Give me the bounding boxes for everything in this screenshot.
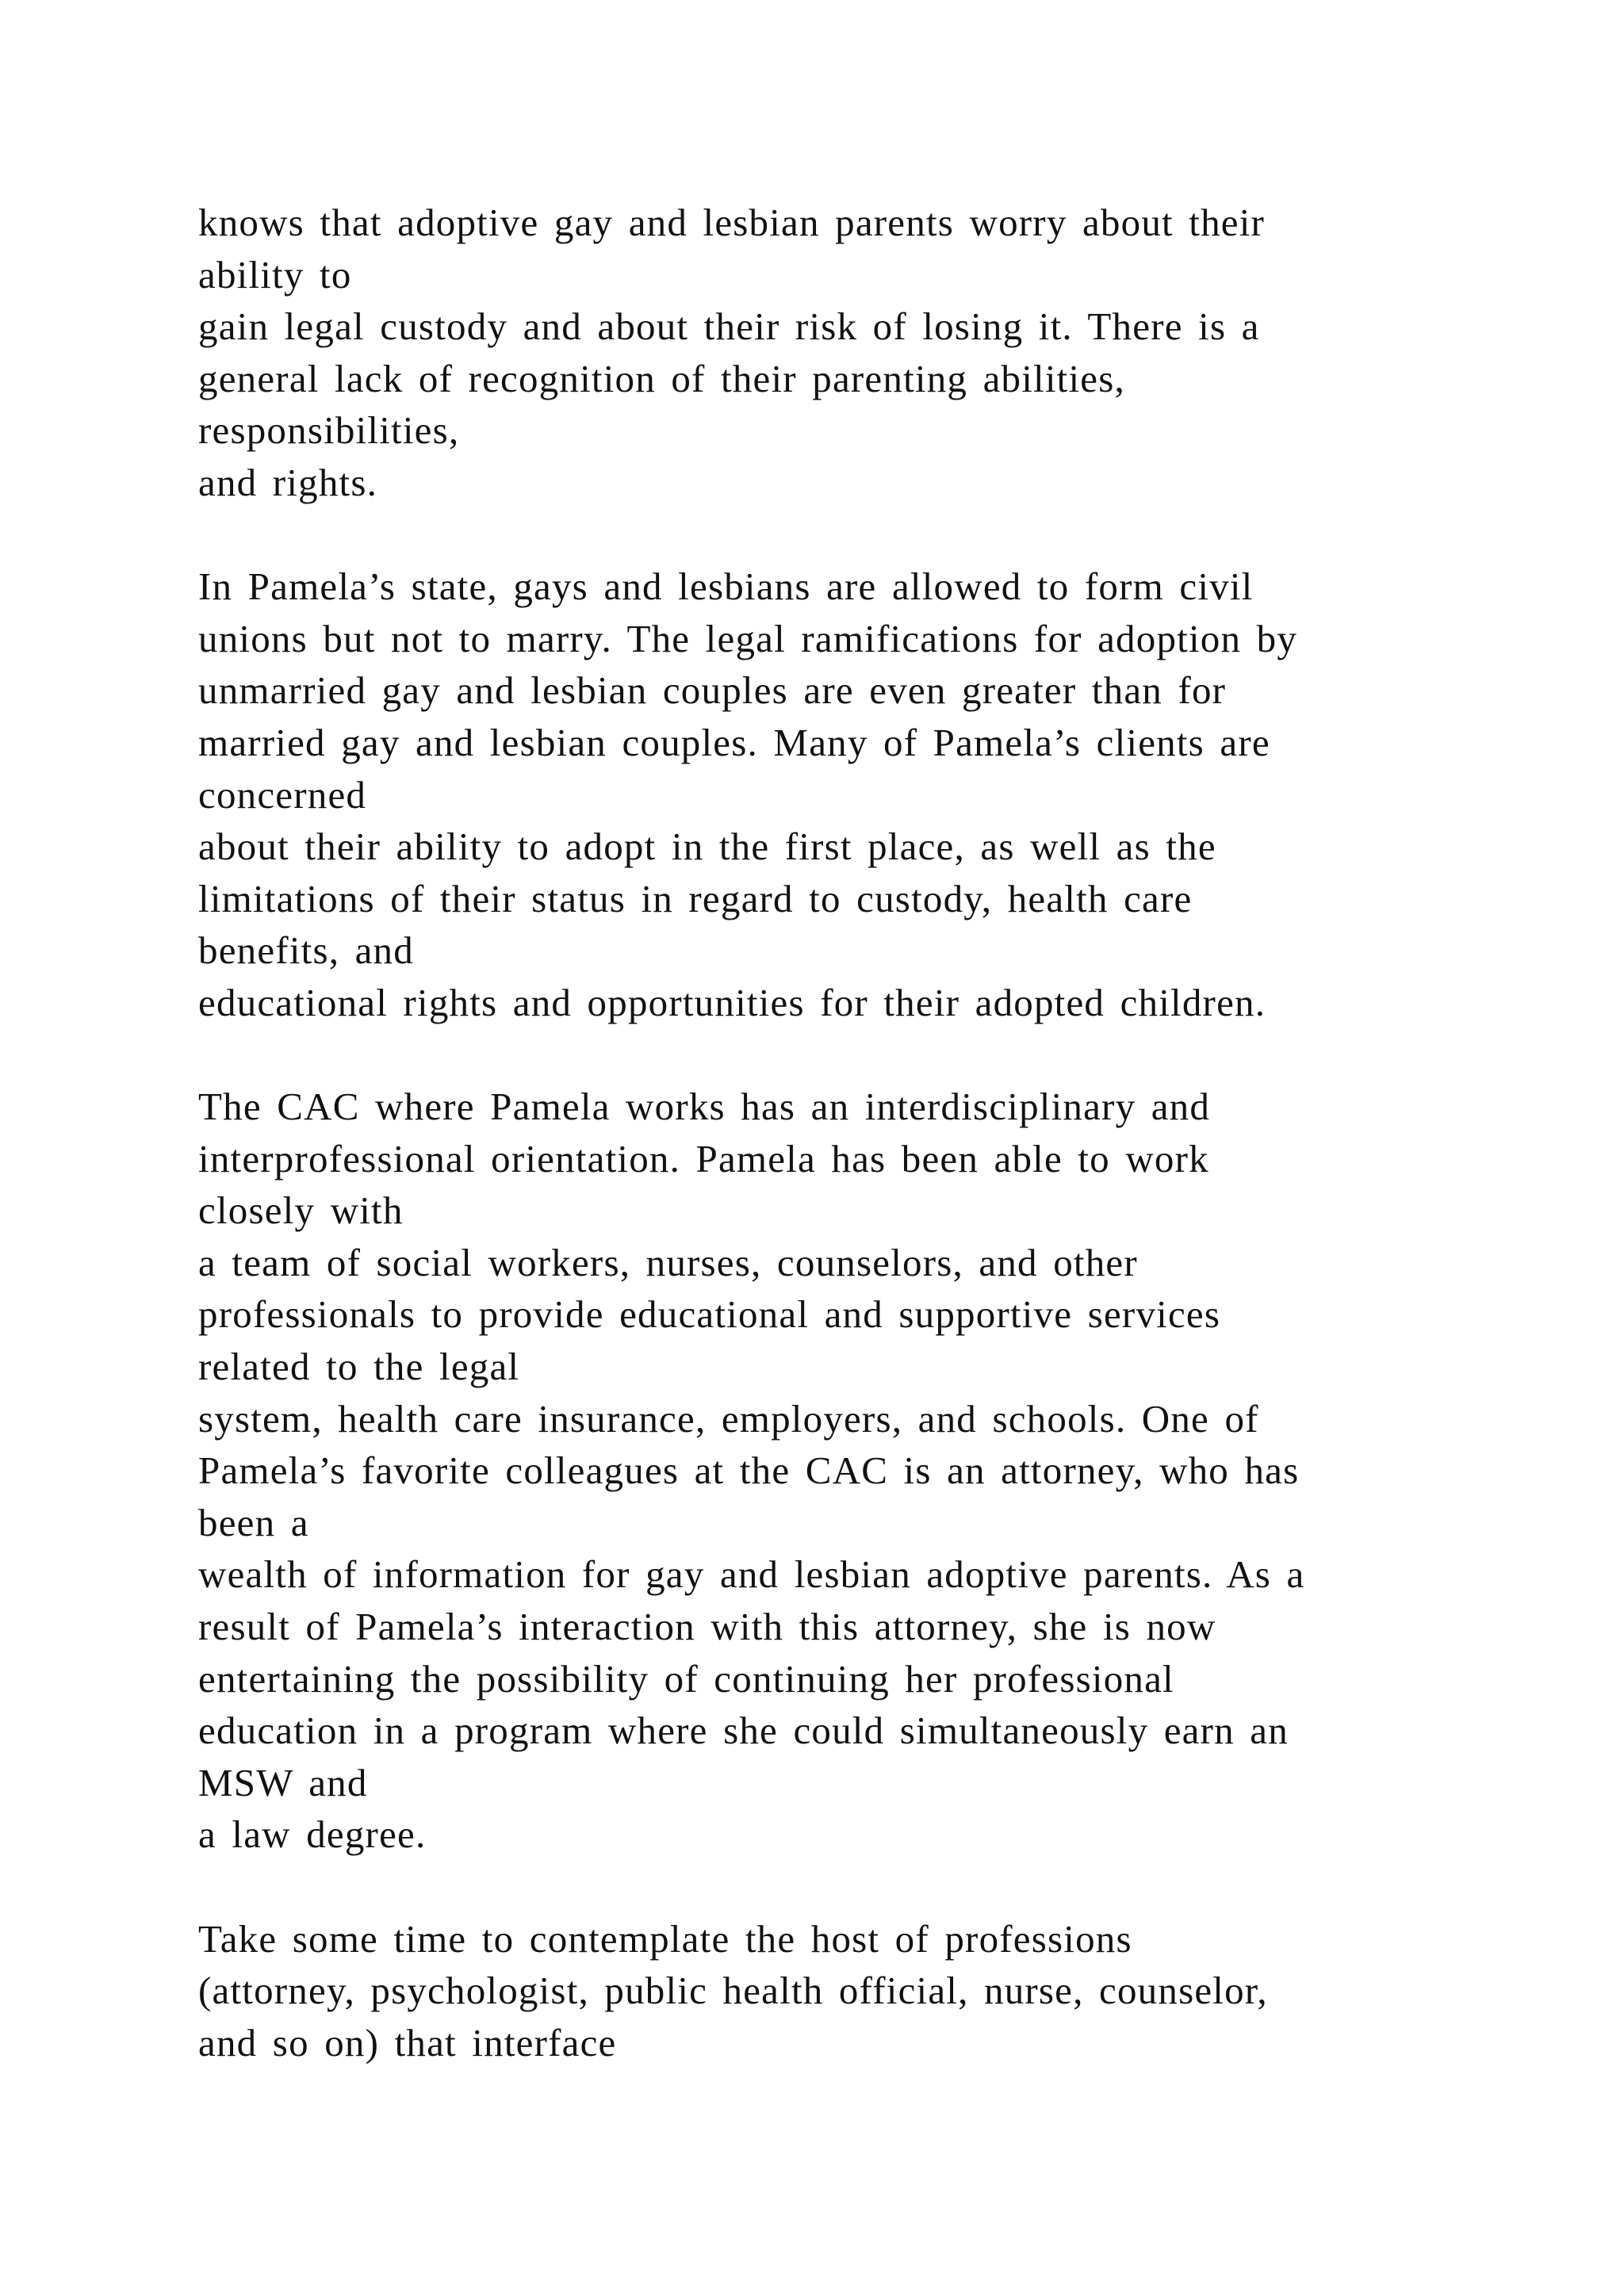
text-line: knows that adoptive gay and lesbian parents worry about their (198, 201, 1266, 244)
text-line: about their ability to adopt in the first place, as well as the (198, 825, 1216, 869)
text-line: unions but not to marry. The legal ramifications for adoption by (198, 616, 1298, 660)
text-line: concerned (198, 772, 367, 817)
text-line: married gay and lesbian couples. Many of Pamela’s clients are (198, 720, 1270, 764)
text-line: and so on) that interface (198, 2020, 617, 2064)
text-line: general lack of recognition of their parenting abilities, (198, 356, 1125, 400)
text-line: ability to (198, 252, 352, 297)
text-line: result of Pamela’s interaction with this attorney, she is now (198, 1605, 1216, 1649)
paragraph-2 (198, 561, 1546, 1028)
text-line: a law degree. (198, 1812, 427, 1857)
text-line: In Pamela’s state, gays and lesbians are allowed to form civil (198, 564, 1254, 609)
text-line: been a (198, 1500, 309, 1544)
paragraph-1 (198, 197, 1546, 509)
text-line: Take some time to contemplate the host of professions (198, 1916, 1132, 1961)
text-line: gain legal custody and about their risk of losing it. There is a (198, 304, 1260, 349)
text-line: wealth of information for gay and lesbian adoptive parents. As a (198, 1552, 1305, 1597)
text-line: benefits, and (198, 928, 414, 973)
text-line: related to the legal (198, 1345, 520, 1389)
text-line: education in a program where she could simultaneously earn an (198, 1709, 1289, 1753)
text-line: The CAC where Pamela works has an interdisciplinary and (198, 1085, 1211, 1129)
text-line: limitations of their status in regard to custody, health care (198, 876, 1193, 920)
text-line: unmarried gay and lesbian couples are even greater than for (198, 668, 1227, 713)
text-line: Pamela’s favorite colleagues at the CAC is an attorney, who has (198, 1448, 1300, 1493)
text-line: closely with (198, 1188, 404, 1233)
paragraph-4 (198, 1913, 1546, 2069)
text-line: a team of social workers, nurses, counselors, and other (198, 1240, 1138, 1284)
text-line: MSW and (198, 1760, 368, 1804)
paragraph-3 (198, 1081, 1546, 1861)
text-line: professionals to provide educational and supportive services (198, 1292, 1221, 1337)
text-line: system, health care insurance, employers, and schools. One of (198, 1396, 1259, 1441)
text-line: and rights. (198, 460, 378, 504)
text-line: educational rights and opportunities for their adopted children. (198, 980, 1266, 1024)
text-line: entertaining the possibility of continuing her professional (198, 1656, 1174, 1701)
text-line: interprofessional orientation. Pamela has been able to work (198, 1136, 1209, 1181)
document-body (198, 197, 1546, 2068)
text-line: (attorney, psychologist, public health official, nurse, counselor, (198, 1969, 1268, 2013)
text-line: responsibilities, (198, 408, 460, 453)
